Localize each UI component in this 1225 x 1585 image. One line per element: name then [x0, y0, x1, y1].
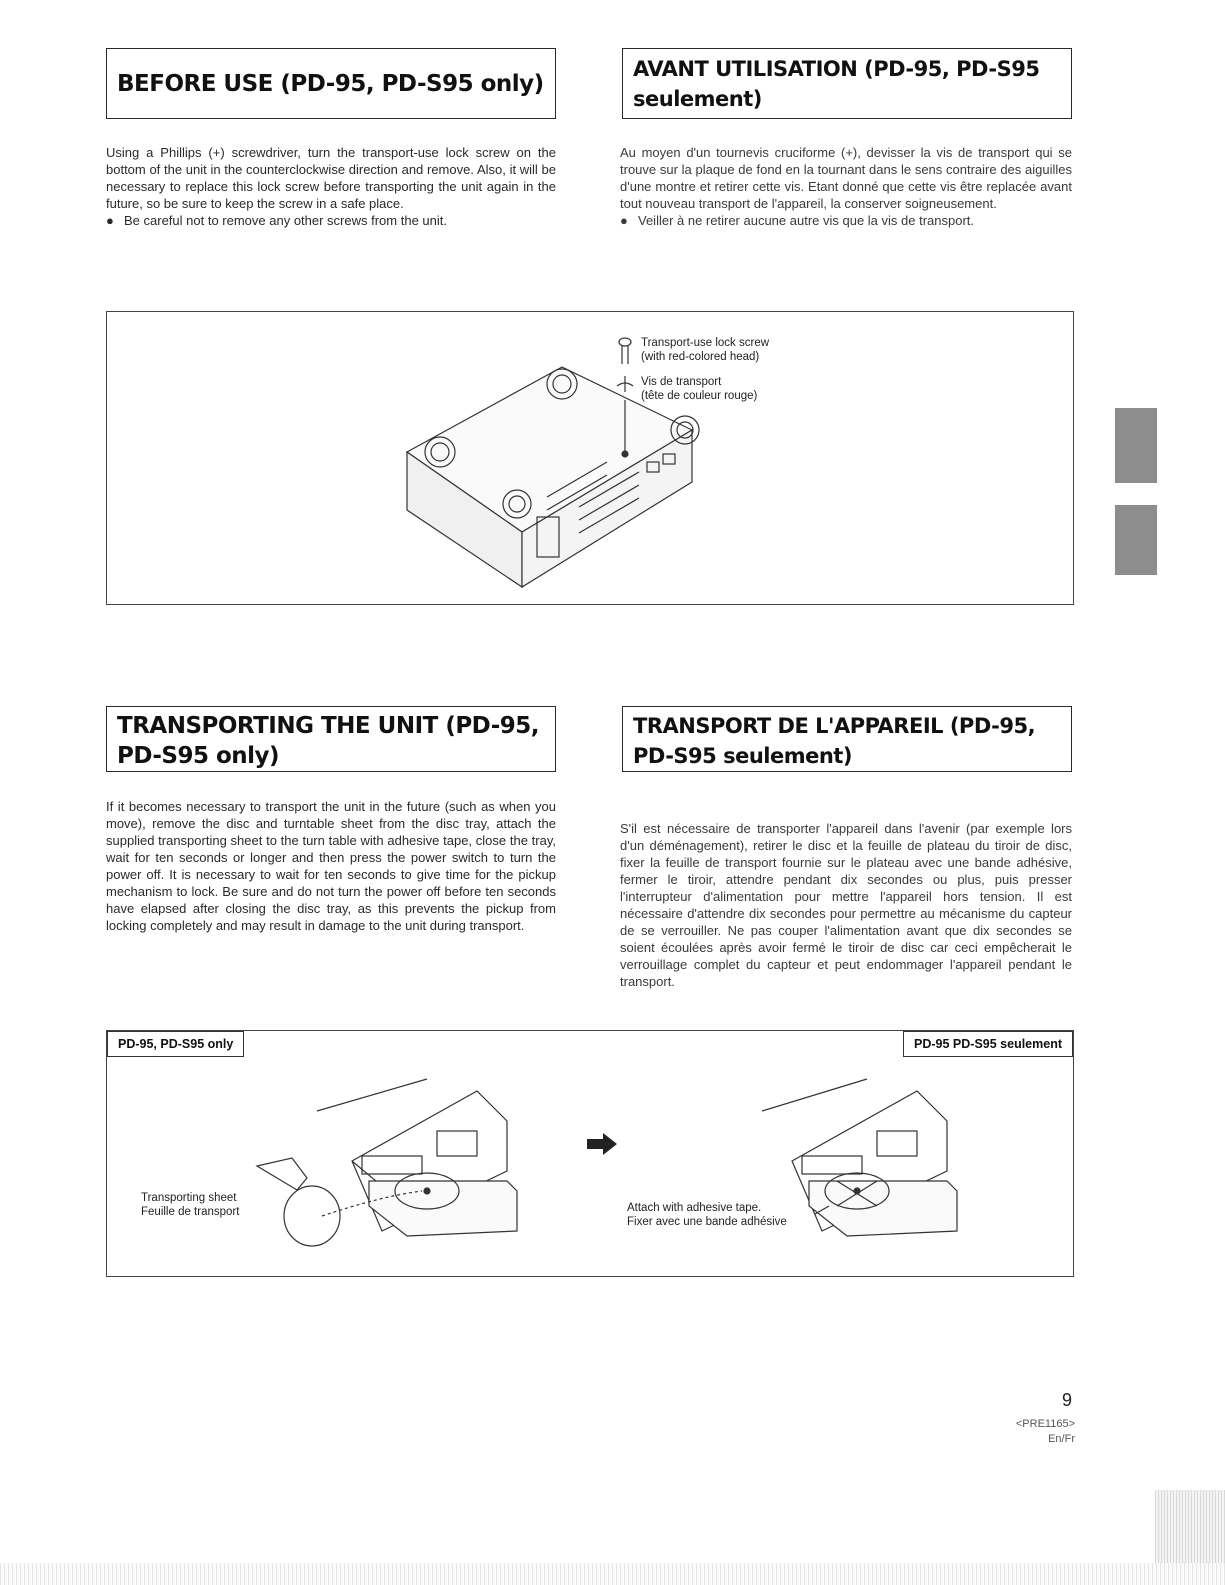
tag-only-en: PD-95, PD-S95 only	[107, 1031, 244, 1057]
heading-before-use: BEFORE USE (PD-95, PD-S95 only)	[106, 48, 556, 119]
figure-transport-sheet	[106, 1030, 1074, 1277]
page-number: 9	[1062, 1390, 1073, 1410]
figure-unit-bottom	[106, 311, 1074, 605]
avant-utilisation-text	[620, 144, 1072, 229]
thumb-tab-lower	[1115, 505, 1157, 575]
tape-label: Attach with adhesive tape. Fixer avec une bande adhésive	[627, 1202, 787, 1228]
transporting-unit-paragraph: If it becomes necessary to transport the unit in the future (such as when you move), remove the disc and turntable sheet from the disc tray, attach the supplied transporting sheet to the turn table with adhesive tape, close the tray, wait for ten seconds or longer and then press the power switch to turn the power off. It is necessary to wait for ten seconds to give time for the pickup mechanism to lock. Be sure and do not turn the power off before ten seconds have elapsed after closing the disc tray, as this prevents the pickup from locking completely and may result in damage to the unit during transport.	[106, 799, 556, 933]
screw-label-fr: Vis de transport (tête de couleur rouge)	[641, 376, 758, 402]
tag-only-fr: PD-95 PD-S95 seulement	[903, 1031, 1073, 1057]
transport-appareil-paragraph: S'il est nécessaire de transporter l'appareil dans l'avenir (par exemple lors d'un déménagement), retirer le disc et la feuille de plateau du tiroir de disc, fixer la feuille de transport fournie sur le plateau avec une bande adhésive, fermer le tiroir, attendre pendant dix secondes ou plus, puis presser l'interrupteur d'alimentation pour mettre l'appareil hors tension. Il est nécessaire d'attendre dix secondes pour permettre au mécanisme du capteur de se verrouiller. Ne pas couper l'alimentation avant que dix secondes se soient écoulées après avoir fermé le tiroir de disc car ceci empêcherait le verrouillage complet du capteur et peut endommager l'appareil pendant le transport.	[620, 821, 1072, 989]
transport-sheet-illustration	[107, 1031, 1073, 1276]
bullet-icon: ●	[620, 213, 628, 228]
scan-bottom	[0, 1563, 1225, 1585]
lock-screw-icon	[617, 338, 633, 392]
bullet-icon: ●	[106, 213, 114, 228]
transporting-unit-text	[106, 798, 556, 934]
before-use-paragraph: Using a Phillips (+) screwdriver, turn the transport-use lock screw on the bottom of the unit in the counterclockwise direction and remove. Also, it will be necessary to replace this lock screw before transporting the unit again in the future, so be sure to keep the screw in a safe place.	[106, 145, 556, 211]
heading-transport-appareil: TRANSPORT DE L'APPAREIL (PD-95, PD-S95 seulement)	[622, 706, 1072, 772]
avant-utilisation-paragraph: Au moyen d'un tournevis cruciforme (+), devisser la vis de transport qui se trouve sur la plaque de fond en la tournant dans le sens contraire des aiguilles d'une montre et retirer cette vis. Etant donné que cette vis être replacée avant tout nouveau transport de l'appareil, la conserver soigneusement.	[620, 145, 1072, 211]
screw-label-en: Transport-use lock screw (with red-colored head)	[641, 337, 770, 363]
before-use-text	[106, 144, 556, 229]
transport-appareil-text	[620, 820, 1072, 990]
thumb-tab-upper	[1115, 408, 1157, 483]
sheet-label: Transporting sheet Feuille de transport	[141, 1192, 240, 1218]
avant-utilisation-bullet: ● Veiller à ne retirer aucune autre vis que la vis de transport.	[620, 213, 975, 228]
before-use-bullet: ● Be careful not to remove any other screws from the unit.	[106, 213, 447, 228]
unit-bottom-illustration	[107, 312, 1073, 604]
document-code: <PRE1165> En/Fr	[1015, 1418, 1075, 1445]
arrow-right-icon	[587, 1133, 617, 1155]
heading-avant-utilisation: AVANT UTILISATION (PD-95, PD-S95 seulement)	[622, 48, 1072, 119]
heading-transporting-unit: TRANSPORTING THE UNIT (PD-95, PD-S95 only)	[106, 706, 556, 772]
